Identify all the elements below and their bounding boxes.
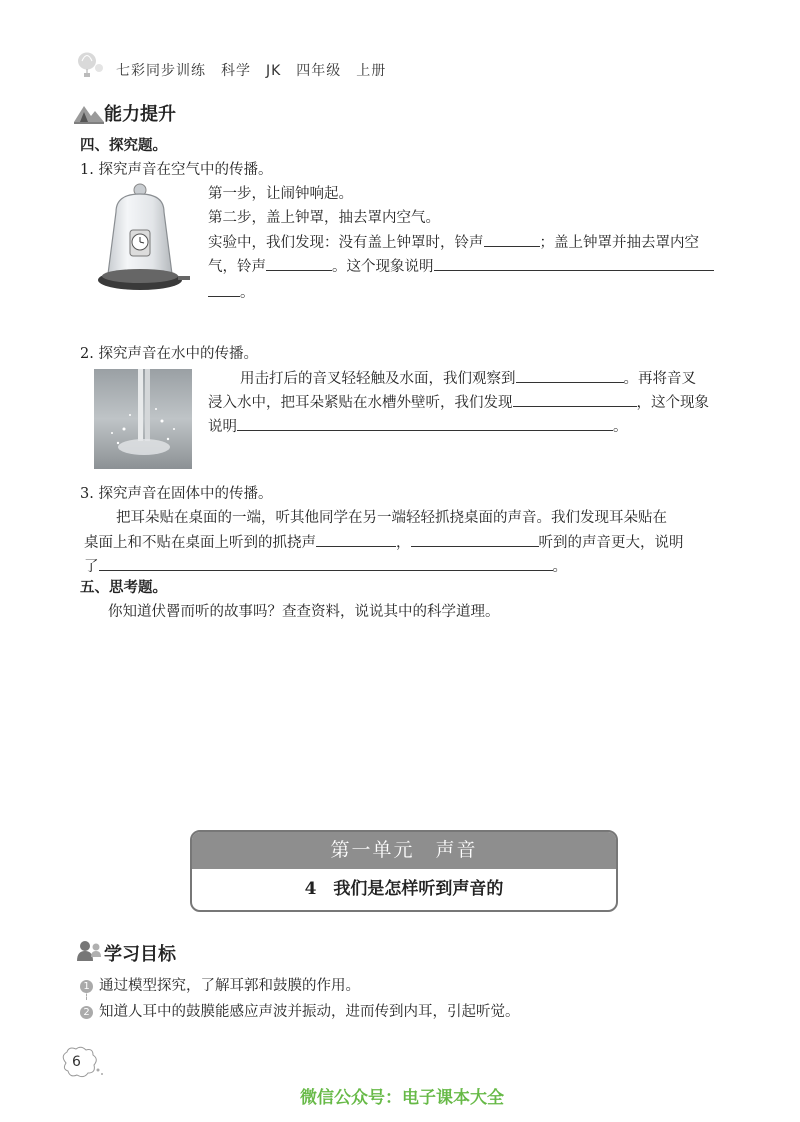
part5-question: 你知道伏罾而听的故事吗？查查资料，说说其中的科学道理。 [108,604,500,620]
goal-text-1: 通过模型探究，了解耳郭和鼓膜的作用。 [99,978,360,994]
q2-line3 [208,414,628,439]
q2-line2 [208,390,709,415]
bell-jar-image [96,182,192,304]
q1-blank-1[interactable] [484,230,540,247]
goal-item-1 [80,974,360,998]
q1-step1: 第一步，让闹钟响起。 [208,186,353,202]
q3-line2-text-a: 桌面上和不贴在桌面上听到的抓挠声 [84,535,316,551]
q3-line2-text-b: ， [396,535,411,551]
q1-blank-2[interactable] [266,254,332,271]
q2-blank-3[interactable] [237,414,613,431]
section-title-ability: 能力提升 [104,104,176,125]
goal-connector [86,990,88,1000]
mountain-icon [74,102,104,128]
q1-blank-4[interactable] [208,280,240,297]
part4-heading: 四、探究题。 [80,137,167,154]
q2-line1-text-b: 。再将音叉 [623,371,696,387]
page-number: 6 [72,1054,81,1070]
q1-line3-text-b: ；盖上钟罩并抽去罩内空 [539,235,699,251]
part5-heading: 五、思考题。 [80,579,167,596]
goal-number-1: 1 [80,980,93,993]
goals-title: 学习目标 [104,944,176,965]
person-icon [76,940,102,966]
balloon-icon [76,52,106,82]
q2-blank-1[interactable] [516,366,624,383]
goal-number-2: 2 [80,1006,93,1019]
q1-line4-text-a: 气，铃声 [208,259,266,275]
q2-line3-text-a: 说明 [208,419,237,435]
q2-line1-text-a: 用击打后的音叉轻轻触及水面，我们观察到 [240,371,516,387]
q1-blank-3[interactable] [434,254,714,271]
q1-step2: 第二步，盖上钟罩，抽去罩内空气。 [208,210,440,226]
q1-title: 1. 探究声音在空气中的传播。 [80,162,273,178]
unit-title: 第一单元 声音 [192,832,616,869]
q1-line3 [208,230,699,255]
page-header: 七彩同步训练 科学 JK 四年级 上册 [116,63,387,79]
q3-blank-2[interactable] [411,530,539,547]
q3-blank-3[interactable] [99,554,553,571]
tuning-fork-water-image [94,369,192,473]
q2-title: 2. 探究声音在水中的传播。 [80,346,258,362]
q3-line1: 把耳朵贴在桌面的一端，听其他同学在另一端轻轻抓挠桌面的声音。我们发现耳朵贴在 [116,510,667,526]
q1-line5-text: 。 [240,285,255,301]
q2-blank-2[interactable] [513,390,637,407]
page-number-badge [60,1046,104,1084]
q3-line3-text-a: 了 [84,559,99,575]
q1-line5 [208,280,255,305]
q3-blank-1[interactable] [316,530,396,547]
q3-line2-text-c: 听到的声音更大，说明 [538,535,684,551]
q2-line1 [240,366,696,391]
q3-title: 3. 探究声音在固体中的传播。 [80,486,273,502]
q2-line2-text-b: ，这个现象 [636,395,709,411]
q1-line4-text-b: 。这个现象说明 [332,259,434,275]
lesson-title: 4 我们是怎样听到声音的 [304,879,504,899]
goal-text-2: 知道人耳中的鼓膜能感应声波并振动，进而传到内耳，引起听觉。 [99,1004,520,1020]
q1-line3-text-a: 实验中，我们发现：没有盖上钟罩时，铃声 [208,235,484,251]
q3-line2 [84,530,684,555]
q2-line2-text-a: 浸入水中，把耳朵紧贴在水槽外壁听，我们发现 [208,395,513,411]
q1-line4 [208,254,714,279]
footer-watermark: 微信公众号：电子课本大全 [300,1088,504,1108]
goal-item-2 [80,1000,520,1024]
unit-banner [190,830,618,912]
q2-line3-text-b: 。 [613,419,628,435]
q3-line3-text-b: 。 [552,559,567,575]
